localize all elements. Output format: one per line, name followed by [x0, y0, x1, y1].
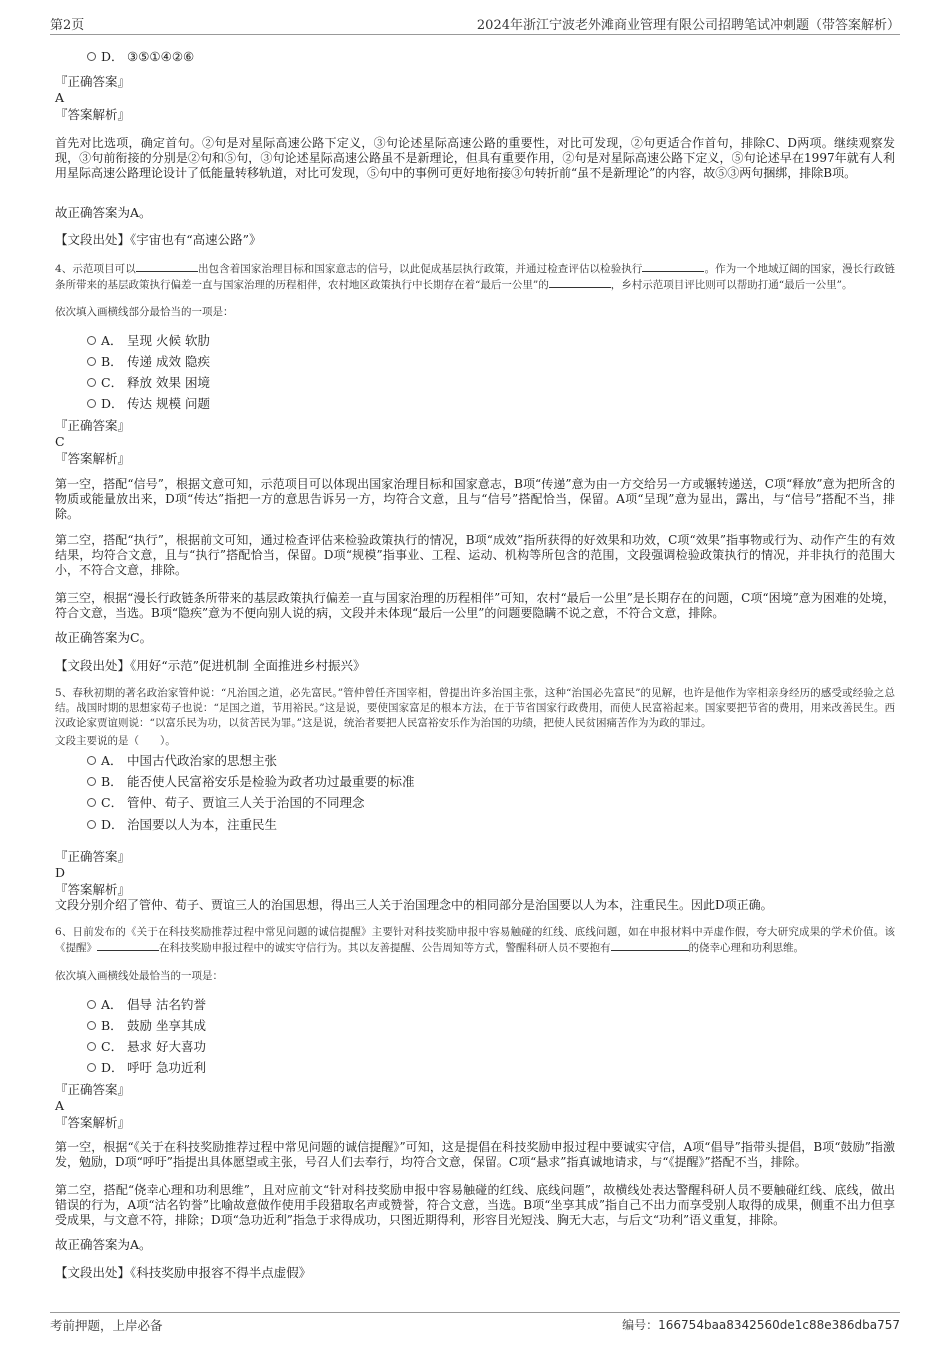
question-5-stem: 5、春秋初期的著名政治家管仲说：“凡治国之道，必先富民。”管仲曾任齐国宰相，曾提出许多治国主张，这种“治国必先富民”的见解，也许是他作为宰相亲身经历的感受或经验之总结。战国时期的思想家荀子也说：“足国之道，节用裕民。”这是说，要使国家富足的根本方法，在于节省国家行政费用，而使人民富裕起来。国家要把节省的费用，用来改善民生。西汉政论家贾谊则说：“以富乐民为功，以贫苦民为罪。”这是说，统治者要把人民富裕安乐作为治国的功绩，把使人民贫困痛苦作为为政的罪过。 — [55, 687, 895, 729]
analysis-text: 第一空，搭配“信号”，根据文意可知，示范项目可以体现出国家治理目标和国家意志，B项“传递”意为由一方交给另一方或辗转递送，C项“释放”意为把所含的物质或能量放出来，D项“传达”指把一方的意思告诉另一方，均符合文意，且与“信号”搭配恰当，保留。A项“呈现”意为显出，露出，与“信号”搭配不当，排除。 — [55, 477, 895, 521]
analysis-label: 『答案解析』 — [55, 107, 131, 122]
radio-icon[interactable] — [87, 1000, 96, 1009]
question-prompt: 依次填入画横线处最恰当的一项是： — [55, 970, 223, 982]
fill-blank — [642, 261, 704, 272]
radio-icon[interactable] — [87, 1063, 96, 1072]
radio-icon[interactable] — [87, 798, 96, 807]
q4-option-a[interactable]: A． 呈现 火候 软肋 — [55, 330, 895, 351]
q5-option-b[interactable]: B． 能否使人民富裕安乐是检验为政者功过最重要的标准 — [55, 771, 895, 792]
answer-value: A — [55, 90, 65, 105]
document-id: 编号：166754baa8342560de1c88e386dba757 — [622, 1318, 900, 1332]
radio-icon[interactable] — [87, 399, 96, 408]
q6-option-a[interactable]: A． 倡导 沽名钓誉 — [55, 994, 895, 1015]
source-text: 【文段出处】《宇宙也有“高速公路”》 — [55, 232, 262, 247]
radio-icon[interactable] — [87, 820, 96, 829]
fill-blank — [611, 940, 689, 951]
footer-slogan: 考前押题，上岸必备 — [50, 1318, 163, 1333]
conclusion-text: 故正确答案为A。 — [55, 205, 152, 220]
radio-icon[interactable] — [87, 1021, 96, 1030]
answer-label: 『正确答案』 — [55, 1082, 131, 1097]
q5-option-d[interactable]: D． 治国要以人为本，注重民生 — [55, 814, 895, 835]
analysis-text: 第二空，搭配“执行”，根据前文可知，通过检查评估来检验政策执行的情况，B项“成效”指所获得的好效果和功效，C项“效果”指事物或行为、动作产生的有效结果，均符合文意，且与“执行”搭配恰当，保留。D项“规模”指事业、工程、运动、机构等所包含的范围，文段强调检验政策执行的情况，并非执行的范围大小，不符合文意，排除。 — [55, 533, 895, 577]
page-header — [50, 12, 900, 35]
question-prompt: 文段主要说的是（ ）。 — [55, 735, 176, 747]
page-footer — [50, 1312, 900, 1333]
radio-icon[interactable] — [87, 357, 96, 366]
page-number: 第2页 — [50, 18, 85, 33]
analysis-text: 第二空，搭配“侥幸心理和功利思维”，且对应前文“针对科技奖励申报中容易触碰的红线、底线问题”，故横线处表达警醒科研人员不要触碰红线、底线，做出错误的行为，A项“沽名钓誉”比喻故意做作使用手段猎取名声或赞誉，符合文意，当选。B项“坐享其成”指自己不出力而享受别人取得的成果，侧重不出力但享受成果，与文意不符，排除；D项“急功近利”指急于求得成功，只图近期得利，形容目光短浅、胸无大志，与后文“功利”语义重复，排除。 — [55, 1183, 895, 1227]
answer-value: C — [55, 434, 65, 449]
q4-option-b[interactable]: B． 传递 成效 隐疾 — [55, 351, 895, 372]
radio-icon[interactable] — [87, 777, 96, 786]
analysis-label: 『答案解析』 — [55, 882, 131, 897]
radio-icon[interactable] — [87, 1042, 96, 1051]
q5-option-a[interactable]: A． 中国古代政治家的思想主张 — [55, 750, 895, 771]
fill-blank — [549, 277, 611, 288]
analysis-label: 『答案解析』 — [55, 451, 131, 466]
question-prompt: 依次填入画横线部分最恰当的一项是： — [55, 306, 234, 318]
source-text: 【文段出处】《科技奖励申报容不得半点虚假》 — [55, 1265, 312, 1280]
q3-option-d[interactable]: D． ③⑤①④②⑥ — [55, 46, 895, 67]
answer-value: D — [55, 865, 66, 880]
analysis-text: 第一空，根据“《关于在科技奖励推荐过程中常见问题的诚信提醒》”可知，这是提倡在科技奖励申报过程中要诚实守信，A项“倡导”指带头提倡，B项“鼓励”指激发，勉励，D项“呼吁”指提出具体愿望或主张，号召人们去奉行，均符合文意，保留。C项“悬求”指真诚地请求，与“《提醒》”搭配不当，排除。 — [55, 1140, 895, 1169]
analysis-text: 首先对比选项，确定首句。②句是对星际高速公路下定义，③句论述星际高速公路的重要性，对比可发现，②句更适合作首句，排除C、D两项。继续观察发现，③句前衔接的分别是②句和⑤句，③句论述星际高速公路虽不是新理论，但具有重要作用，②句是对星际高速公路下定义，⑤句论述早在1997年就有人利用星际高速公路理论设计了低能量转移轨道，对比可发现，⑤句中的事例可更好地衔接③句转折前“虽不是新理论”的内容，故⑤③两句捆绑，排除B项。 — [55, 136, 895, 180]
radio-icon[interactable] — [87, 756, 96, 765]
conclusion-text: 故正确答案为A。 — [55, 1237, 152, 1252]
radio-icon[interactable] — [87, 52, 96, 61]
fill-blank — [136, 261, 198, 272]
fill-blank — [97, 940, 159, 951]
q4-option-d[interactable]: D． 传达 规模 问题 — [55, 393, 895, 414]
question-6-stem: 6、日前发布的《关于在科技奖励推荐过程中常见问题的诚信提醒》主要针对科技奖励申报中容易触碰的红线、底线问题，如在申报材料中弄虚作假，夸大研究成果的学术价值。该《提醒》 在科技奖励申报过程中的诚实守信行为。其以友善提醒、公告周知等方式，警醒科研人员不要抱有 的侥幸心理和功利思维。 — [55, 926, 895, 954]
analysis-text: 第三空，根据“漫长行政链条所带来的基层政策执行偏差一直与国家治理的历程相伴”可知，农村“最后一公里”是长期存在的问题，C项“困境”意为困难的处境，符合文意，当选。B项“隐疾”意为不便向别人说的病，文段并未体现“最后一公里”的问题要隐瞒不说之意，不符合文意，排除。 — [55, 591, 895, 620]
answer-label: 『正确答案』 — [55, 418, 131, 433]
q4-option-c[interactable]: C． 释放 效果 困境 — [55, 372, 895, 393]
q6-option-c[interactable]: C． 悬求 好大喜功 — [55, 1036, 895, 1057]
analysis-text: 文段分别介绍了管仲、荀子、贾谊三人的治国思想，得出三人关于治国理念中的相同部分是治国要以人为本，注重民生。因此D项正确。 — [55, 898, 773, 912]
answer-label: 『正确答案』 — [55, 849, 131, 864]
q6-option-b[interactable]: B． 鼓励 坐享其成 — [55, 1015, 895, 1036]
question-4-stem: 4、示范项目可以 出包含着国家治理目标和国家意志的信号，以此促成基层执行政策，并通过检查评估以检验执行 。作为一个地域辽阔的国家，漫长行政链条所带来的基层政策执行偏差一直与国家治理的历程相伴，农村地区政策执行中长期存在着“最后一公里”的 ，乡村示范项目评比则可以帮助打通“最后一公里”。 — [55, 263, 896, 291]
source-text: 【文段出处】《用好“示范”促进机制 全面推进乡村振兴》 — [55, 658, 366, 673]
document-title: 2024年浙江宁波老外滩商业管理有限公司招聘笔试冲刺题（带答案解析） — [476, 18, 900, 33]
q5-option-c[interactable]: C． 管仲、荀子、贾谊三人关于治国的不同理念 — [55, 792, 895, 813]
answer-label: 『正确答案』 — [55, 74, 131, 89]
q6-option-d[interactable]: D． 呼吁 急功近利 — [55, 1057, 895, 1078]
radio-icon[interactable] — [87, 336, 96, 345]
analysis-label: 『答案解析』 — [55, 1115, 131, 1130]
conclusion-text: 故正确答案为C。 — [55, 630, 153, 645]
radio-icon[interactable] — [87, 378, 96, 387]
answer-value: A — [55, 1098, 65, 1113]
